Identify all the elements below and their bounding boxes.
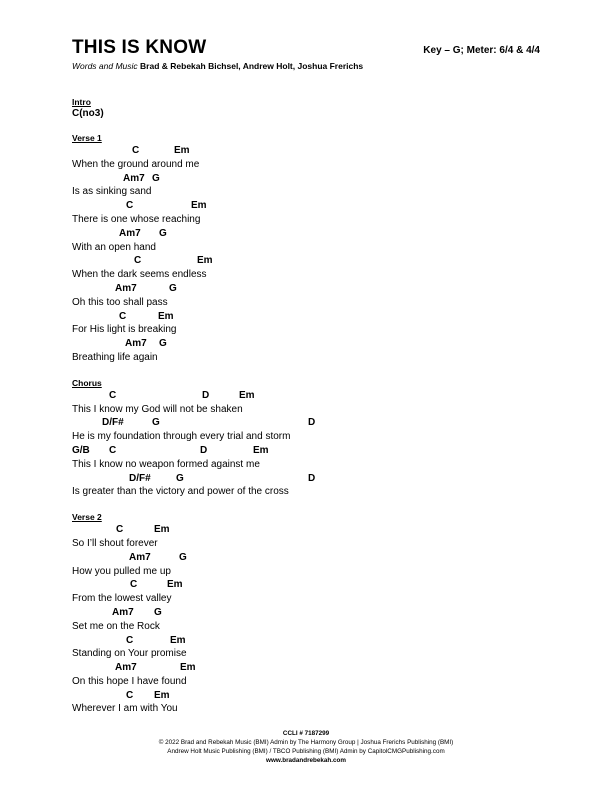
chord: D/F# [129, 472, 151, 484]
chord-row [72, 523, 542, 537]
chord-row [72, 444, 542, 458]
chord: Am7 [125, 338, 147, 350]
lyric-line: This I know my God will not be shaken [72, 403, 243, 415]
chord-row [72, 689, 542, 703]
copyright-line-2: Andrew Holt Music Publishing (BMI) / TBCO Publishing (BMI) Admin by CapitolCMGPublishing.com [167, 748, 445, 755]
verse1-heading: Verse 1 [72, 133, 102, 143]
song-title: THIS IS KNOW [72, 37, 207, 58]
chord: G [159, 338, 167, 350]
chord: Am7 [119, 227, 141, 239]
verse1-lines [72, 144, 542, 365]
chord: Em [170, 634, 186, 646]
lyric-line: So I’ll shout forever [72, 537, 158, 549]
lyric-line: When the ground around me [72, 158, 200, 170]
credits-names: Brad & Rebekah Bichsel, Andrew Holt, Joshua Frerichs [140, 61, 364, 71]
chord: Am7 [115, 282, 137, 294]
chord-row [72, 172, 542, 186]
chord: Em [154, 524, 170, 536]
chord: D/F# [102, 417, 124, 429]
lyric-line: Breathing life again [72, 351, 158, 363]
chord-row [72, 227, 542, 241]
chord-row [72, 634, 542, 648]
chord: D [308, 417, 316, 429]
chord: Em [174, 145, 190, 156]
page-footer [0, 729, 612, 765]
song-body [72, 96, 542, 716]
chord-row [72, 337, 542, 351]
chord: Em [180, 662, 196, 674]
chord: Em [167, 579, 183, 591]
chord: Am7 [129, 551, 151, 563]
lyric-line: Standing on Your promise [72, 648, 187, 660]
chord: C [126, 634, 134, 646]
chord: C [126, 689, 134, 701]
verse2-heading: Verse 2 [72, 512, 102, 523]
chord: D [202, 389, 210, 401]
lyric-line: This I know no weapon formed against me [72, 458, 260, 470]
chord: C [132, 145, 140, 156]
chord-row [72, 606, 542, 620]
lyric-line: He is my foundation through every trial and storm [72, 431, 291, 443]
chord-row [72, 254, 542, 268]
chord: G [169, 282, 177, 294]
lyric-line: With an open hand [72, 241, 156, 253]
chord-row [72, 661, 542, 675]
chord: D [308, 472, 316, 484]
chord: G [176, 472, 184, 484]
song-credits [72, 61, 363, 71]
chord: Am7 [115, 662, 137, 674]
intro-chord: C(no3) [72, 108, 104, 119]
copyright-line-1: © 2022 Brad and Rebekah Music (BMI) Admin by The Harmony Group | Joshua Frerichs Publishing (BMI) [158, 739, 454, 746]
lyric-line: There is one whose reaching [72, 213, 201, 225]
lyric-line: From the lowest valley [72, 593, 172, 605]
lyric-line: Set me on the Rock [72, 620, 160, 632]
chord-row [72, 389, 542, 403]
chord-row [72, 416, 542, 430]
chorus-heading: Chorus [72, 377, 102, 388]
chord: C [134, 255, 142, 267]
chord: Em [197, 255, 213, 267]
lyric-line: On this hope I have found [72, 675, 187, 687]
chord: Em [154, 689, 170, 701]
lyric-line: When the dark seems endless [72, 269, 207, 281]
chord-row [72, 310, 542, 324]
chord: Em [158, 310, 174, 322]
chord-row [72, 578, 542, 592]
chord-row [72, 282, 542, 296]
chord: Em [253, 444, 269, 456]
chord: C [116, 524, 124, 536]
lyric-line: Oh this too shall pass [72, 296, 168, 308]
key-meter: Key – G; Meter: 6/4 & 4/4 [423, 45, 540, 56]
chord: G [159, 227, 167, 239]
lyric-line: Wherever I am with You [72, 703, 178, 715]
chord: G/B [72, 444, 90, 456]
chord-row [72, 199, 542, 213]
chord: Am7 [123, 172, 145, 184]
chord: Em [191, 200, 207, 212]
chord: C [109, 389, 117, 401]
chord: Am7 [112, 606, 134, 618]
chord: C [126, 200, 134, 212]
lyric-line: Is as sinking sand [72, 186, 152, 198]
website: www.bradandrebekah.com [266, 757, 346, 764]
credits-label: Words and Music [72, 61, 138, 71]
chord: G [179, 551, 187, 563]
verse2-lines [72, 523, 542, 716]
chord: G [152, 417, 160, 429]
lyric-line: How you pulled me up [72, 565, 171, 577]
chord: G [154, 606, 162, 618]
intro-heading: Intro [72, 97, 91, 107]
chord: G [152, 172, 160, 184]
chord: C [119, 310, 127, 322]
chord-row [72, 551, 542, 565]
chord: C [109, 444, 117, 456]
chord: D [200, 444, 208, 456]
chord-row [72, 472, 542, 486]
chord: C [130, 579, 138, 591]
chorus-lines [72, 389, 542, 499]
ccli-number: CCLI # 7187299 [282, 730, 330, 737]
chord-row [72, 144, 542, 158]
lyric-line: Is greater than the victory and power of the cross [72, 486, 289, 498]
chord: Em [239, 389, 255, 401]
lyric-line: For His light is breaking [72, 324, 177, 336]
